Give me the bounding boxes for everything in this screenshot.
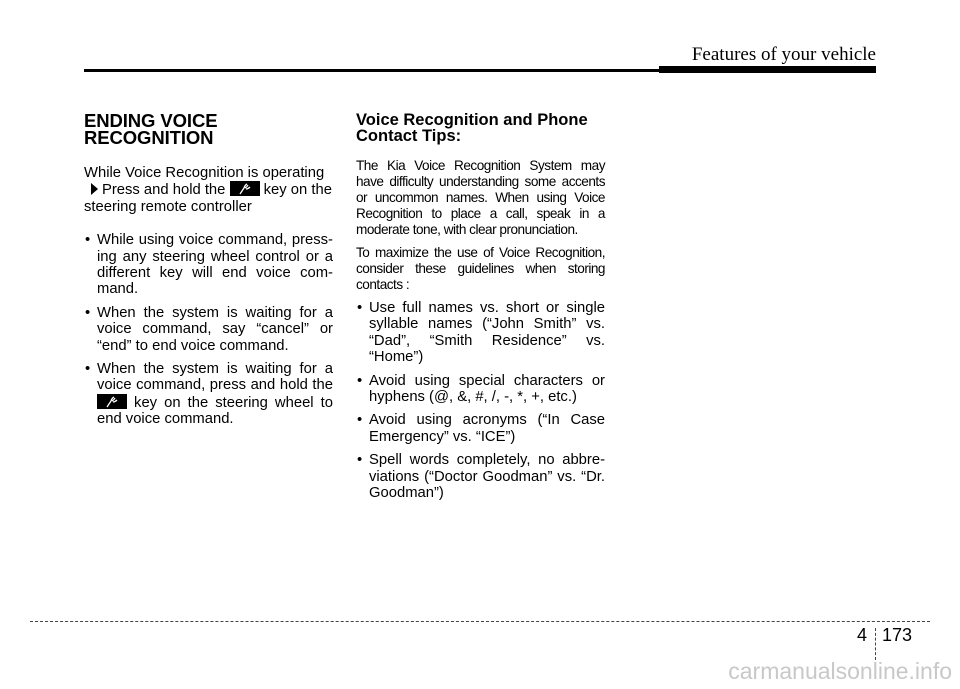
triangle-right-icon	[91, 183, 98, 195]
chapter-number: 4	[857, 625, 868, 645]
list-item: • When the system is waiting for a voice command, say “cancel” or “end” to end voice command.	[84, 305, 333, 354]
section-heading-ending-voice: ENDING VOICE RECOGNITION	[84, 110, 218, 148]
tips-paragraph-1: The Kia Voice Recognition System may have difficulty understanding some accents or uncommon names. When using Voice Recognition to place a call, speak in a moderate tone, with clear pronunciation.	[356, 158, 605, 237]
list-item: • Avoid using special characters or hyphens (@, &, #, /, -, *, +, etc.)	[356, 373, 605, 406]
list-item: • Avoid using acronyms (“In Case Emergency” vs. “ICE”)	[356, 412, 605, 445]
list-item: • Spell words completely, no abbre-viations (“Doctor Goodman” vs. “Dr. Goodman”)	[356, 452, 605, 501]
header-rule	[84, 69, 660, 72]
list-item: • When the system is waiting for a voice command, press and hold the key on the steering wheel to end voice command.	[84, 361, 333, 428]
voice-key-icon	[230, 181, 260, 196]
intro-paragraph: While Voice Recognition is operating Press and hold the key on the steering remote controller	[84, 165, 332, 215]
footer-rule	[30, 621, 930, 622]
middle-column	[356, 112, 605, 508]
ending-voice-list	[84, 232, 333, 427]
watermark: carmanualsonline.info	[728, 658, 952, 684]
tips-paragraph-2: To maximize the use of Voice Recognition, consider these guidelines when storing contacts :	[356, 245, 605, 292]
left-column	[84, 112, 333, 435]
page-number: 173	[882, 625, 913, 645]
list-item: • While using voice command, press-ing any steering wheel control or a different key will end voice com-mand.	[84, 232, 333, 298]
section-heading-phone-tips: Voice Recognition and Phone Contact Tips:	[356, 111, 588, 145]
header-title: Features of your vehicle	[691, 44, 876, 65]
contact-tips-list	[356, 300, 605, 501]
voice-key-icon	[97, 394, 127, 409]
list-item: • Use full names vs. short or single syllable names (“John Smith” vs. “Dad”, “Smith Residence” vs. “Home”)	[356, 300, 605, 366]
header-rule-accent	[659, 66, 876, 73]
page-divider	[875, 628, 876, 660]
